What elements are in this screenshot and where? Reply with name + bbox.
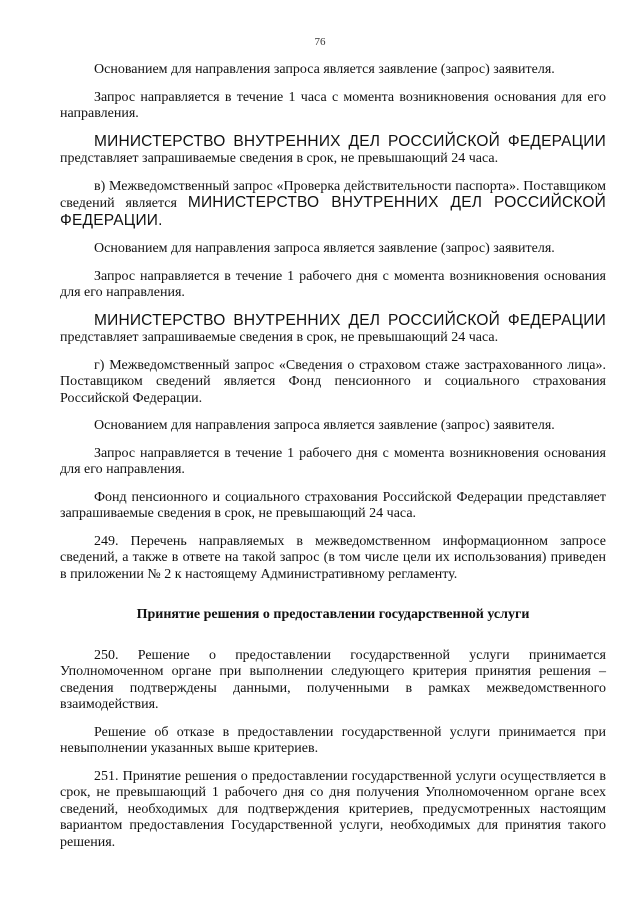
paragraph: г) Межведомственный запрос «Сведения о страховом стаже застрахованного лица». Поставщиком сведений является Фонд пенсионного и социального страхования Российской Федерации. — [60, 357, 606, 406]
paragraph: 249. Перечень направляемых в межведомственном информационном запросе сведений, а также в ответе на такой запрос (в том числе цели их использования) приведен в приложении № 2 к настоящему Административному регламенту. — [60, 533, 606, 582]
paragraph — [60, 313, 606, 347]
paragraph-text: в) Межведомственный запрос «Проверка действительности паспорта». Поставщиком сведений является — [60, 178, 606, 211]
paragraph: Запрос направляется в течение 1 рабочего дня с момента возникновения основания для его направления. — [60, 268, 606, 300]
paragraph — [60, 179, 606, 231]
document-body — [60, 62, 606, 862]
ministry-name: МИНИСТЕРСТВО ВНУТРЕННИХ ДЕЛ РОССИЙСКОЙ ФЕДЕРАЦИИ. — [60, 194, 606, 229]
ministry-name: МИНИСТЕРСТВО ВНУТРЕННИХ ДЕЛ РОССИЙСКОЙ ФЕДЕРАЦИИ — [94, 132, 606, 150]
paragraph-text: представляет запрашиваемые сведения в срок, не превышающий 24 часа. — [60, 151, 499, 166]
section-heading: Принятие решения о предоставлении государственной услуги — [136, 607, 530, 622]
paragraph: Запрос направляется в течение 1 рабочего дня с момента возникновения основания для его направления. — [60, 445, 606, 477]
paragraph: Основанием для направления запроса является заявление (запрос) заявителя. — [94, 418, 555, 433]
paragraph: Фонд пенсионного и социального страхования Российской Федерации представляет запрашиваемые сведения в срок, не превышающий 24 часа. — [60, 489, 606, 521]
page-number: 76 — [314, 36, 326, 48]
paragraph: Основанием для направления запроса является заявление (запрос) заявителя. — [94, 62, 555, 77]
paragraph: 250. Решение о предоставлении государственной услуги принимается Уполномоченном органе при выполнении следующего критерия принятия решения – сведения подтверждены данными, полученными в рамках межведомственного взаимодействия. — [60, 647, 606, 712]
paragraph: 251. Принятие решения о предоставлении государственной услуги осуществляется в срок, не превышающий 1 рабочего дня со дня получения Уполномоченном органе всех сведений, необходимых для подтверждения критериев, предусмотренных настоящим вариантом предоставления Государственной услуги, необходимых для принятия такого решения. — [60, 768, 606, 850]
paragraph-text: представляет запрашиваемые сведения в срок, не превышающий 24 часа. — [60, 330, 499, 345]
paragraph — [60, 134, 606, 168]
ministry-name: МИНИСТЕРСТВО ВНУТРЕННИХ ДЕЛ РОССИЙСКОЙ ФЕДЕРАЦИИ — [94, 311, 606, 329]
paragraph: Решение об отказе в предоставлении государственной услуги принимается при невыполнении указанных выше критериев. — [60, 724, 606, 756]
paragraph: Запрос направляется в течение 1 часа с момента возникновения основания для его направления. — [60, 89, 606, 121]
paragraph: Основанием для направления запроса является заявление (запрос) заявителя. — [94, 241, 555, 256]
